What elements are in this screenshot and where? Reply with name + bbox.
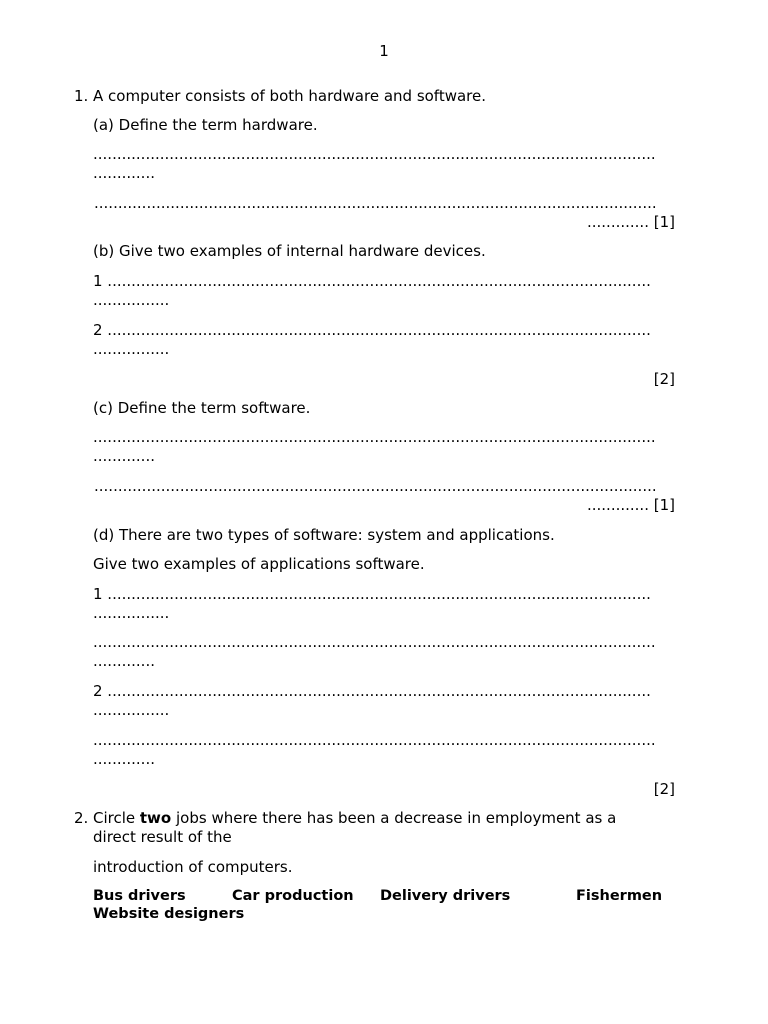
question-1b-answer-line-2-cont: ................ (93, 340, 170, 358)
question-2-stem-pre: Circle (93, 809, 140, 827)
question-1d-marks: [2] (653, 780, 675, 798)
question-1-stem: A computer consists of both hardware and software. (93, 87, 487, 105)
question-1a-marks: ............. [1] (586, 213, 675, 231)
question-1b-answer-line-1-cont: ................ (93, 291, 170, 309)
question-2-stem-post: jobs where there has been a decrease in employment as a direct result of the (93, 809, 617, 846)
question-1d-prompt: (d) There are two types of software: system and applications. (93, 526, 555, 544)
question-1b-answer-line-2[interactable]: 2 .................................................................................................................. (93, 321, 651, 339)
job-options (93, 887, 673, 923)
job-option[interactable]: Delivery drivers (380, 888, 511, 904)
question-1d-prompt-2: Give two examples of applications software. (93, 555, 425, 573)
question-1d-answer-line-1-cont: ................ (93, 604, 170, 622)
question-1c-marks: ............. [1] (586, 496, 675, 514)
question-1a-answer-line-1-cont: ............. (93, 164, 155, 182)
question-1b-prompt: (b) Give two examples of internal hardware devices. (93, 242, 486, 260)
question-1c-answer-line-1[interactable]: ...................................................................................................................... (93, 428, 656, 446)
job-option[interactable]: Car production (232, 888, 354, 904)
question-2-number: 2. (74, 809, 89, 827)
question-1c-prompt: (c) Define the term software. (93, 399, 311, 417)
question-1d-answer-line-3[interactable]: 2 .................................................................................................................. (93, 682, 651, 700)
page-number: 1 (379, 42, 389, 60)
job-option[interactable]: Fishermen (576, 888, 663, 904)
question-1c-answer-line-1-cont: ............. (93, 447, 155, 465)
question-1d-answer-line-4[interactable]: ...................................................................................................................... (93, 731, 656, 749)
question-1d-answer-line-2[interactable]: ...................................................................................................................... (93, 633, 656, 651)
question-1d-answer-line-2-cont: ............. (93, 652, 155, 670)
question-1-number: 1. (74, 87, 89, 105)
question-1a-answer-line-2[interactable]: ...................................................................................................................... (94, 194, 657, 212)
question-1a-answer-line-1[interactable]: ...................................................................................................................... (93, 145, 656, 163)
question-1c-answer-line-2[interactable]: ...................................................................................................................... (94, 477, 657, 495)
job-option[interactable]: Website designers (93, 906, 245, 922)
question-1a-prompt: (a) Define the term hardware. (93, 116, 318, 134)
question-2-stem-2: introduction of computers. (93, 858, 293, 876)
question-2-stem-bold: two (139, 809, 172, 827)
job-option[interactable]: Bus drivers (93, 888, 186, 904)
question-1d-answer-line-1[interactable]: 1 .................................................................................................................. (93, 585, 651, 603)
question-1d-answer-line-3-cont: ................ (93, 701, 170, 719)
question-1d-answer-line-4-cont: ............. (93, 750, 155, 768)
question-2-stem (93, 809, 653, 847)
question-1b-marks: [2] (653, 370, 675, 388)
question-1b-answer-line-1[interactable]: 1 .................................................................................................................. (93, 272, 651, 290)
